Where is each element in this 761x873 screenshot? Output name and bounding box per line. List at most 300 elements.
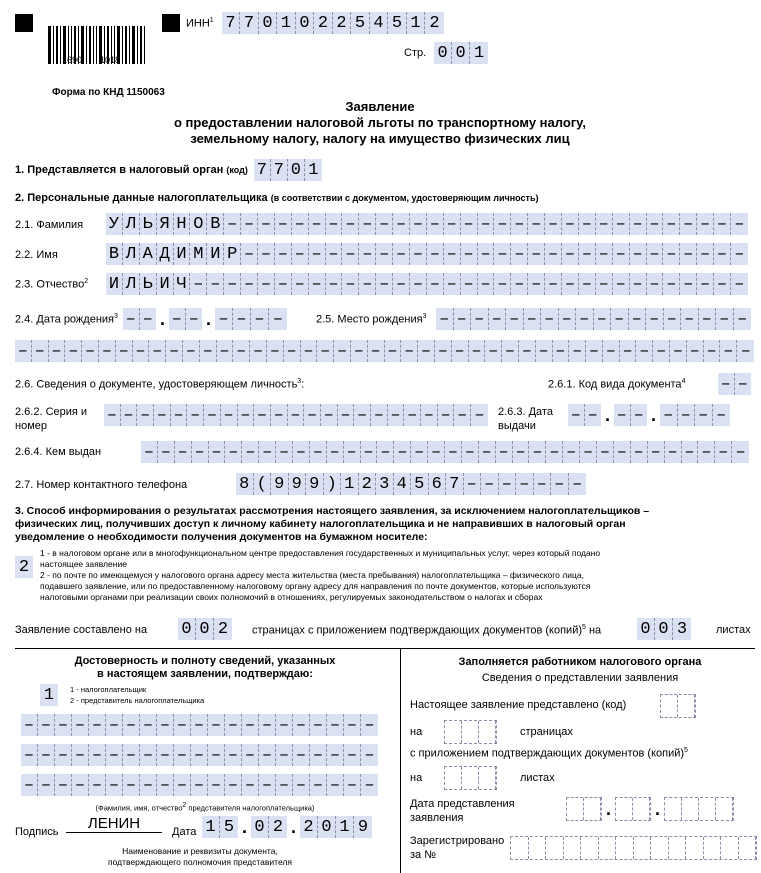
title-line-3: земельному налогу, налогу на имущество физических лиц: [190, 131, 570, 146]
char-cell: –: [342, 213, 359, 235]
char-cell: –: [140, 744, 157, 766]
date-field[interactable]: 1 5 . 0 2 . 2 0 1 9: [202, 816, 372, 838]
form-code: Форма по КНД 1150063: [52, 87, 165, 98]
char-cell: –: [157, 774, 174, 796]
char-cell: 2: [272, 817, 284, 837]
char-cell: –: [267, 340, 284, 362]
bottom-block-top-border: [15, 648, 755, 649]
char-cell: 5: [388, 12, 407, 34]
char-cell: –: [284, 340, 301, 362]
sheets-word-label: листах: [520, 772, 555, 784]
char-cell: –: [55, 714, 72, 736]
page-field[interactable]: [434, 42, 488, 64]
char-cell: –: [569, 340, 586, 362]
char-cell: –: [149, 340, 166, 362]
char-cell: –: [192, 441, 209, 463]
char-cell: –: [174, 714, 191, 736]
char-cell: –: [393, 243, 410, 265]
char-cell: –: [519, 340, 536, 362]
char-cell: –: [479, 441, 496, 463]
char-cell: [445, 767, 462, 789]
char-cell: –: [435, 340, 452, 362]
surname-label: 2.1. Фамилия: [15, 219, 84, 231]
char-cell: 1: [43, 685, 55, 705]
char-cell: 7: [240, 12, 259, 34]
registration-number-field[interactable]: [510, 836, 757, 860]
char-cell: 7: [446, 473, 464, 495]
char-cell: –: [344, 714, 361, 736]
sheets-na-label: на: [410, 772, 423, 784]
issued-by-label: 2.6.4. Кем выдан: [15, 446, 102, 458]
phone-label: 2.7. Номер контактного телефона: [15, 479, 188, 491]
char-cell: И: [106, 273, 123, 295]
char-cell: Д: [157, 243, 174, 265]
char-cell: –: [580, 441, 597, 463]
char-cell: –: [133, 340, 150, 362]
corner-marker-right: [162, 14, 180, 32]
char-cell: –: [338, 404, 355, 426]
char-cell: –: [259, 714, 276, 736]
char-cell: [529, 837, 547, 859]
signature-label: Подпись: [15, 826, 59, 838]
char-cell: И: [174, 243, 191, 265]
char-cell: [716, 798, 733, 820]
patronymic-label: 2.3. Отчество$^2$: [15, 278, 89, 291]
document-code-label: 2.6.1. Код вида документа$^4$: [548, 378, 686, 391]
char-cell: –: [32, 340, 49, 362]
tax-office-code-field[interactable]: [254, 159, 322, 181]
char-cell: [682, 798, 699, 820]
char-cell: –: [276, 441, 293, 463]
char-cell: –: [207, 273, 224, 295]
char-cell: –: [715, 441, 732, 463]
char-cell: –: [469, 340, 486, 362]
inn-field[interactable]: [222, 12, 444, 34]
char-cell: –: [191, 714, 208, 736]
char-cell: –: [208, 714, 225, 736]
birthplace-field-line-2[interactable]: [15, 340, 754, 362]
submitted-code-label: Настоящее заявление представлено (код): [410, 699, 627, 711]
char-cell: [721, 837, 739, 859]
char-cell: –: [183, 340, 200, 362]
char-cell: [546, 837, 564, 859]
char-cell: –: [629, 308, 647, 330]
issue-date-label: 2.6.3. Дата выдачи: [498, 406, 553, 432]
char-cell: –: [516, 473, 534, 495]
char-cell: –: [568, 404, 585, 426]
char-cell: У: [106, 213, 123, 235]
submitted-code-field[interactable]: [660, 694, 696, 718]
char-cell: –: [208, 744, 225, 766]
char-cell: –: [293, 774, 310, 796]
char-cell: –: [106, 744, 123, 766]
char-cell: 5: [411, 473, 429, 495]
char-cell: –: [740, 341, 751, 361]
char-cell: [633, 798, 650, 820]
representative-fio-line-1[interactable]: [21, 714, 378, 736]
char-cell: [599, 837, 617, 859]
char-cell: –: [536, 340, 553, 362]
char-cell: –: [187, 404, 204, 426]
char-cell: [511, 837, 529, 859]
representative-fio-line-3[interactable]: [21, 774, 378, 796]
char-cell: Л: [123, 243, 140, 265]
page-label: Стр.: [404, 47, 427, 59]
char-cell: 1: [277, 12, 296, 34]
char-cell: –: [137, 404, 154, 426]
bottom-block-divider: [400, 648, 401, 873]
char-cell: –: [15, 340, 32, 362]
char-cell: –: [545, 243, 562, 265]
right-block-subtitle: Сведения о представлении заявления: [481, 672, 679, 684]
page-title: [120, 99, 640, 147]
char-cell: 3: [376, 473, 394, 495]
char-cell: 5: [223, 817, 235, 837]
char-cell: –: [648, 441, 665, 463]
char-cell: 2: [359, 473, 377, 495]
char-cell: –: [158, 441, 175, 463]
char-cell: –: [401, 340, 418, 362]
phone-field[interactable]: [236, 473, 586, 495]
char-cell: –: [620, 340, 637, 362]
char-cell: –: [116, 340, 133, 362]
char-cell: –: [594, 308, 612, 330]
char-cell: –: [489, 308, 507, 330]
char-cell: –: [471, 308, 489, 330]
char-cell: –: [562, 243, 579, 265]
char-cell: [686, 837, 704, 859]
char-cell: –: [377, 441, 394, 463]
representative-fio-line-2[interactable]: [21, 744, 378, 766]
char-cell: –: [21, 744, 38, 766]
char-cell: –: [191, 774, 208, 796]
char-cell: –: [653, 340, 670, 362]
char-cell: 2: [217, 619, 229, 639]
char-cell: 2: [18, 557, 30, 577]
char-cell: –: [309, 243, 326, 265]
attach-label: с приложением подтверждающих документов (копий)$^5$: [410, 747, 688, 760]
surname-field[interactable]: [106, 213, 748, 235]
char-cell: –: [304, 404, 321, 426]
char-cell: –: [680, 213, 697, 235]
char-cell: –: [452, 340, 469, 362]
char-cell: –: [292, 273, 309, 295]
char-cell: –: [697, 273, 714, 295]
char-cell: –: [427, 213, 444, 235]
char-cell: –: [478, 243, 495, 265]
barcode-number-left: 1690: [62, 55, 83, 65]
char-cell: –: [327, 441, 344, 463]
char-cell: –: [344, 744, 361, 766]
issue-date-field[interactable]: – – . – – . – – – –: [568, 404, 730, 426]
char-cell: –: [613, 243, 630, 265]
char-cell: –: [55, 774, 72, 796]
birthplace-field[interactable]: [436, 308, 751, 330]
char-cell: Р: [224, 243, 241, 265]
char-cell: –: [596, 243, 613, 265]
char-cell: 1: [336, 816, 354, 838]
char-cell: –: [630, 273, 647, 295]
char-cell: –: [551, 473, 569, 495]
char-cell: –: [169, 308, 186, 330]
char-cell: –: [511, 273, 528, 295]
char-cell: –: [646, 308, 664, 330]
char-cell: –: [354, 404, 371, 426]
char-cell: –: [364, 745, 375, 765]
char-cell: –: [579, 213, 596, 235]
char-cell: –: [21, 714, 38, 736]
char-cell: –: [293, 714, 310, 736]
char-cell: Ь: [140, 213, 157, 235]
char-cell: –: [38, 714, 55, 736]
char-cell: –: [215, 308, 233, 330]
char-cell: 0: [434, 42, 452, 64]
char-cell: –: [631, 441, 648, 463]
char-cell: –: [734, 244, 745, 264]
char-cell: –: [427, 243, 444, 265]
char-cell: [616, 837, 634, 859]
char-cell: –: [327, 744, 344, 766]
char-cell: –: [704, 340, 721, 362]
char-cell: –: [326, 243, 343, 265]
char-cell: 2: [429, 13, 440, 33]
char-cell: Ь: [140, 273, 157, 295]
char-cell: –: [737, 374, 748, 394]
char-cell: –: [342, 243, 359, 265]
char-cell: –: [310, 714, 327, 736]
barcode: [48, 12, 148, 54]
char-cell: 7: [222, 12, 241, 34]
char-cell: –: [534, 473, 552, 495]
char-cell: 0: [655, 618, 673, 640]
char-cell: Ч: [174, 273, 191, 295]
birthdate-field[interactable]: – – . – – . – – – –: [123, 308, 287, 330]
char-cell: 4: [370, 12, 389, 34]
char-cell: –: [438, 404, 455, 426]
char-cell: 1: [474, 43, 485, 63]
char-cell: –: [735, 442, 746, 462]
pages-count-field[interactable]: [178, 618, 232, 640]
char-cell: –: [647, 243, 664, 265]
char-cell: –: [250, 340, 267, 362]
char-cell: [704, 837, 722, 859]
char-cell: –: [572, 474, 583, 494]
series-number-field[interactable]: [104, 404, 488, 426]
char-cell: [739, 837, 757, 859]
char-cell: –: [494, 273, 511, 295]
submitted-sheets-field[interactable]: [444, 766, 497, 790]
char-cell: 0: [196, 618, 214, 640]
char-cell: [665, 798, 682, 820]
char-cell: –: [559, 308, 577, 330]
char-cell: –: [123, 308, 140, 330]
char-cell: 0: [318, 816, 336, 838]
char-cell: [699, 798, 716, 820]
char-cell: –: [444, 273, 461, 295]
char-cell: –: [233, 308, 251, 330]
submission-date-field[interactable]: . .: [566, 797, 734, 821]
char-cell: 2: [333, 12, 352, 34]
char-cell: –: [695, 404, 713, 426]
char-cell: –: [276, 714, 293, 736]
char-cell: –: [123, 744, 140, 766]
char-cell: –: [141, 441, 158, 463]
char-cell: –: [310, 441, 327, 463]
char-cell: 6: [429, 473, 447, 495]
char-cell: –: [524, 308, 542, 330]
left-block-title: Достоверность и полноту сведений, указанных в настоящем заявлении, подтверждаю:: [74, 655, 336, 680]
char-cell: –: [140, 774, 157, 796]
document-code-field[interactable]: [718, 373, 751, 395]
char-cell: –: [89, 744, 106, 766]
char-cell: –: [221, 404, 238, 426]
char-cell: –: [528, 273, 545, 295]
char-cell: –: [478, 273, 495, 295]
char-cell: –: [175, 441, 192, 463]
char-cell: Л: [123, 273, 140, 295]
char-cell: –: [344, 441, 361, 463]
char-cell: –: [418, 340, 435, 362]
char-cell: –: [678, 404, 696, 426]
char-cell: –: [461, 273, 478, 295]
char-cell: –: [326, 213, 343, 235]
char-cell: 9: [357, 817, 369, 837]
char-cell: –: [65, 340, 82, 362]
char-cell: [669, 837, 687, 859]
char-cell: 0: [259, 12, 278, 34]
char-cell: –: [208, 774, 225, 796]
char-cell: –: [72, 774, 89, 796]
submitted-pages-field[interactable]: [444, 720, 497, 744]
char-cell: –: [371, 404, 388, 426]
char-cell: –: [647, 273, 664, 295]
char-cell: –: [89, 714, 106, 736]
char-cell: –: [445, 441, 462, 463]
char-cell: –: [344, 774, 361, 796]
char-cell: 9: [271, 473, 289, 495]
char-cell: –: [545, 213, 562, 235]
char-cell: –: [734, 274, 745, 294]
char-cell: –: [309, 273, 326, 295]
char-cell: –: [334, 340, 351, 362]
char-cell: –: [275, 273, 292, 295]
char-cell: –: [190, 273, 207, 295]
char-cell: –: [38, 744, 55, 766]
char-cell: В: [106, 243, 123, 265]
char-cell: 9: [306, 473, 324, 495]
char-cell: –: [699, 308, 717, 330]
char-cell: –: [217, 340, 234, 362]
sheets-count-field[interactable]: [637, 618, 691, 640]
char-cell: 0: [296, 12, 315, 34]
notification-method-field[interactable]: [15, 556, 33, 578]
char-cell: –: [275, 243, 292, 265]
char-cell: 8: [236, 473, 254, 495]
char-cell: –: [157, 744, 174, 766]
char-cell: –: [123, 714, 140, 736]
representative-document-note: Наименование и реквизиты документа, подтверждающего полномочия представителя: [108, 846, 292, 867]
char-cell: –: [271, 404, 288, 426]
char-cell: И: [207, 243, 224, 265]
char-cell: 1: [341, 473, 359, 495]
char-cell: –: [376, 243, 393, 265]
char-cell: –: [310, 744, 327, 766]
char-cell: –: [410, 273, 427, 295]
char-cell: –: [697, 243, 714, 265]
char-cell: –: [494, 213, 511, 235]
char-cell: –: [238, 404, 255, 426]
corner-marker-left: [15, 14, 33, 32]
pages-label-after: листах: [716, 624, 751, 636]
char-cell: –: [614, 441, 631, 463]
char-cell: –: [288, 404, 305, 426]
signature-field[interactable]: ЛЕНИН: [66, 815, 162, 833]
fio-note: (Фамилия, имя, отчество2 представителя налогоплательщика): [95, 802, 315, 813]
char-cell: [564, 837, 582, 859]
char-cell: –: [411, 441, 428, 463]
char-cell: –: [697, 213, 714, 235]
name-field[interactable]: [106, 243, 748, 265]
char-cell: 2: [300, 816, 318, 838]
char-cell: –: [478, 213, 495, 235]
section-2-label: 2. Персональные данные налогоплательщика (в соответствии с документом, удостоверяющим личность): [15, 192, 539, 204]
char-cell: –: [259, 744, 276, 766]
char-cell: –: [663, 273, 680, 295]
char-cell: –: [254, 404, 271, 426]
char-cell: 9: [289, 473, 307, 495]
char-cell: –: [200, 340, 217, 362]
char-cell: 1: [308, 160, 319, 180]
char-cell: [581, 837, 599, 859]
confirmer-type-field[interactable]: [40, 684, 58, 706]
char-cell: –: [454, 308, 472, 330]
issued-by-field[interactable]: [141, 441, 749, 463]
title-line-1: Заявление: [345, 99, 415, 114]
char-cell: А: [140, 243, 157, 265]
char-cell: –: [546, 441, 563, 463]
char-cell: 0: [288, 159, 305, 181]
char-cell: Н: [174, 213, 191, 235]
char-cell: –: [611, 308, 629, 330]
char-cell: –: [242, 744, 259, 766]
char-cell: –: [99, 340, 116, 362]
char-cell: –: [49, 340, 66, 362]
char-cell: –: [562, 273, 579, 295]
patronymic-field[interactable]: [106, 273, 748, 295]
char-cell: –: [636, 340, 653, 362]
char-cell: –: [72, 744, 89, 766]
char-cell: –: [562, 213, 579, 235]
char-cell: [462, 721, 479, 743]
char-cell: –: [309, 213, 326, 235]
char-cell: –: [292, 243, 309, 265]
char-cell: –: [663, 213, 680, 235]
char-cell: –: [327, 774, 344, 796]
char-cell: –: [613, 273, 630, 295]
char-cell: –: [579, 243, 596, 265]
char-cell: –: [224, 213, 241, 235]
char-cell: –: [275, 213, 292, 235]
char-cell: –: [714, 273, 731, 295]
char-cell: –: [596, 213, 613, 235]
name-label: 2.2. Имя: [15, 249, 58, 261]
char-cell: –: [714, 213, 731, 235]
char-cell: –: [106, 714, 123, 736]
char-cell: –: [272, 309, 284, 329]
char-cell: –: [123, 774, 140, 796]
char-cell: –: [364, 715, 375, 735]
registered-label: Зарегистрировано за №: [410, 835, 505, 861]
